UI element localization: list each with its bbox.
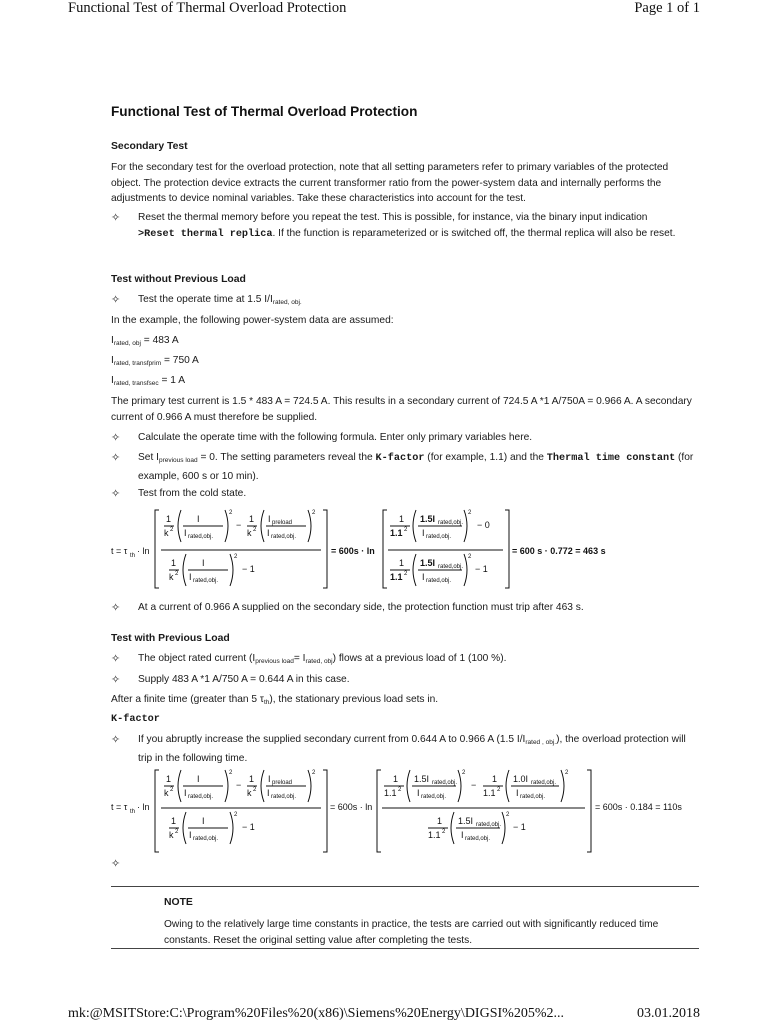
bullet-icon: ✧ bbox=[111, 293, 121, 306]
svg-text:rated,obj.: rated,obj. bbox=[271, 794, 297, 800]
header-page-number: Page 1 of 1 bbox=[634, 0, 700, 16]
svg-text:1.5I: 1.5I bbox=[458, 816, 474, 826]
svg-text:rated,obj.: rated,obj. bbox=[432, 780, 458, 786]
svg-text:1: 1 bbox=[437, 816, 443, 826]
svg-text:I: I bbox=[184, 528, 187, 538]
svg-text:rated,obj.: rated,obj. bbox=[421, 794, 447, 800]
svg-text:1.5I: 1.5I bbox=[414, 774, 430, 784]
footer-date: 03.01.2018 bbox=[637, 1006, 700, 1021]
bullet-reset-memory: ✧ Reset the thermal memory before you repeat the test. This is possible, for instance, via the binary input indication >Reset thermal replica. If the function is reparameterized or is switched off, the thermal replica will also be reset. bbox=[111, 211, 676, 240]
svg-text:2: 2 bbox=[468, 554, 472, 560]
page-footer bbox=[68, 1006, 700, 1022]
svg-text:I: I bbox=[267, 528, 270, 538]
svg-text:· ln: · ln bbox=[137, 546, 150, 556]
svg-text:2: 2 bbox=[404, 571, 408, 577]
paragraph-finite-time: After a finite time (greater than 5 $\tau_{th}$), the stationary previous load sets in. bbox=[111, 694, 439, 706]
page-header bbox=[68, 0, 700, 22]
svg-text:I: I bbox=[268, 514, 271, 524]
svg-text:2: 2 bbox=[404, 527, 408, 533]
bullet-supply-current: ✧ Supply 483 A *1 A/750 A = 0.644 A in this case. bbox=[111, 673, 350, 686]
svg-text:1: 1 bbox=[166, 774, 172, 784]
svg-text:= 600s · ln: = 600s · ln bbox=[330, 802, 373, 812]
svg-text:= 600 s · 0.772 = 463 s: = 600 s · 0.772 = 463 s bbox=[512, 546, 606, 556]
bullet-icon: ✧ bbox=[111, 211, 121, 224]
svg-text:rated,obj.: rated,obj. bbox=[188, 534, 214, 540]
section-heading-secondary-test: Secondary Test bbox=[111, 141, 188, 152]
note-top-divider bbox=[111, 886, 699, 887]
footer-path: mk:@MSITStore:C:\Program%20Files%20(x86)\Siemens%20Energy\DIGSI%205%2... bbox=[68, 1006, 564, 1021]
svg-text:2: 2 bbox=[234, 554, 238, 560]
svg-text:I: I bbox=[202, 558, 205, 568]
svg-text:2: 2 bbox=[253, 787, 257, 793]
svg-text:I: I bbox=[189, 572, 192, 582]
svg-text:1.1: 1.1 bbox=[390, 528, 403, 538]
svg-text:k: k bbox=[247, 788, 252, 798]
note-body: Owing to the relatively large time constants in practice, the tests are carried out with significantly reduced time constants. Reset the original setting value after completing the tests. bbox=[164, 919, 659, 946]
svg-text:rated,obj.: rated,obj. bbox=[465, 836, 491, 842]
svg-text:2: 2 bbox=[175, 571, 179, 577]
svg-text:I: I bbox=[189, 830, 192, 840]
svg-text:= 600s · 0.184 = 110s: = 600s · 0.184 = 110s bbox=[595, 802, 682, 812]
svg-text:I: I bbox=[268, 774, 271, 784]
svg-text:2: 2 bbox=[468, 510, 472, 516]
svg-text:− 1: − 1 bbox=[475, 564, 488, 574]
svg-text:2: 2 bbox=[170, 527, 174, 533]
svg-text:2: 2 bbox=[398, 787, 402, 793]
svg-text:− 1: − 1 bbox=[513, 822, 526, 832]
svg-text:rated,obj.: rated,obj. bbox=[271, 534, 297, 540]
svg-text:k: k bbox=[164, 788, 169, 798]
data-rated-transf-sec: $I_{rated, transfsec} = 1$ A bbox=[111, 375, 185, 387]
k-factor-label: K-factor bbox=[375, 453, 425, 464]
bullet-icon: ✧ bbox=[111, 487, 121, 500]
svg-text:I: I bbox=[184, 788, 187, 798]
header-title: Functional Test of Thermal Overload Protection bbox=[68, 0, 347, 16]
section-heading-previous-load: Test with Previous Load bbox=[111, 633, 230, 644]
svg-text:I: I bbox=[422, 528, 425, 538]
svg-text:k: k bbox=[247, 528, 252, 538]
bullet-icon: ✧ bbox=[111, 857, 121, 870]
svg-text:I: I bbox=[516, 788, 519, 798]
bullet-cold-state: ✧ Test from the cold state. bbox=[111, 487, 247, 500]
note-title: NOTE bbox=[164, 897, 193, 908]
svg-text:th: th bbox=[130, 809, 136, 815]
svg-text:rated,obj.: rated,obj. bbox=[193, 836, 219, 842]
svg-text:rated,obj.: rated,obj. bbox=[520, 794, 546, 800]
bullet-operate-time: ✧ Test the operate time at 1.5 $I/I_{rated, obj.}$ bbox=[111, 293, 302, 306]
svg-text:2: 2 bbox=[229, 770, 233, 776]
svg-text:− 0: − 0 bbox=[477, 520, 490, 530]
bullet-increase-current: ✧ If you abruptly increase the supplied secondary current from 0.644 A to 0.966 A (1.5 $I/I_{rated , obj.}$), the overload protection will trip in the following time. bbox=[111, 733, 686, 764]
svg-text:2: 2 bbox=[234, 812, 238, 818]
svg-text:rated,obj.: rated,obj. bbox=[476, 822, 502, 828]
svg-text:1: 1 bbox=[399, 514, 405, 524]
svg-text:1.5I: 1.5I bbox=[420, 558, 436, 568]
paragraph-secondary-test: For the secondary test for the overload protection, note that all setting parameters refer to primary variables of the protected object. The protection device extracts the current transformer ratio from the power-system data and internally performs the adjustments to device nominal variables. Take these characteristics into account for the test. bbox=[111, 162, 669, 204]
svg-text:· ln: · ln bbox=[137, 802, 150, 812]
svg-text:1: 1 bbox=[171, 558, 177, 568]
data-rated-transf-prim: $I_{rated, transfprim} = 750$ A bbox=[111, 355, 199, 367]
svg-text:I: I bbox=[202, 816, 205, 826]
svg-text:2: 2 bbox=[170, 787, 174, 793]
k-factor-caption: K-factor bbox=[111, 714, 160, 725]
svg-text:I: I bbox=[267, 788, 270, 798]
svg-text:1: 1 bbox=[166, 514, 172, 524]
svg-text:1: 1 bbox=[249, 774, 255, 784]
bullet-icon: ✧ bbox=[111, 733, 121, 746]
svg-text:I: I bbox=[197, 514, 200, 524]
svg-text:1.1: 1.1 bbox=[384, 788, 397, 798]
svg-text:1.1: 1.1 bbox=[390, 572, 403, 582]
svg-text:2: 2 bbox=[312, 510, 316, 516]
bullet-set-previous-load: ✧ Set $I_{previous load} = 0$. The setting parameters reveal the K-factor (for example, 1.1) and the Thermal time constant (for example, 600 s or 10 min). bbox=[111, 451, 694, 482]
svg-text:rated,obj.: rated,obj. bbox=[426, 534, 452, 540]
thermal-time-constant-label: Thermal time constant bbox=[546, 453, 676, 464]
bullet-icon: ✧ bbox=[111, 451, 121, 464]
svg-text:I: I bbox=[422, 572, 425, 582]
svg-text:th: th bbox=[130, 553, 136, 559]
svg-text:= 600s · ln: = 600s · ln bbox=[331, 546, 375, 556]
bullet-object-rated-current: ✧ The object rated current $(I_{previous load}= I_{rated, obj})$ flows at a previous load of 1 (100 %). bbox=[111, 652, 507, 665]
svg-text:k: k bbox=[169, 572, 174, 582]
svg-text:k: k bbox=[164, 528, 169, 538]
svg-text:−: − bbox=[236, 520, 242, 530]
svg-text:I: I bbox=[461, 830, 464, 840]
svg-text:2: 2 bbox=[442, 829, 446, 835]
svg-text:−: − bbox=[236, 780, 242, 790]
svg-text:preload: preload bbox=[272, 520, 293, 526]
paragraph-primary-test-current: The primary test current is 1.5 * 483 A = 724.5 A. This results in a secondary current of 724.5 A *1 A/750A = 0.966 A. A secondary current of 0.966 A must therefore be supplied. bbox=[111, 396, 692, 423]
svg-text:2: 2 bbox=[253, 527, 257, 533]
svg-text:−: − bbox=[471, 780, 477, 790]
svg-text:1: 1 bbox=[399, 558, 405, 568]
formula-cold-state bbox=[111, 504, 631, 594]
bullet-trip-463: ✧ At a current of 0.966 A supplied on the secondary side, the protection function must trip after 463 s. bbox=[111, 601, 584, 614]
reset-thermal-replica-label: >Reset thermal replica bbox=[138, 228, 273, 240]
svg-text:k: k bbox=[169, 830, 174, 840]
svg-text:rated,obj.: rated,obj. bbox=[531, 780, 557, 786]
formula-previous-load bbox=[111, 766, 701, 858]
svg-text:1.0I: 1.0I bbox=[513, 774, 529, 784]
svg-text:1: 1 bbox=[171, 816, 177, 826]
svg-text:1: 1 bbox=[492, 774, 498, 784]
bullet-icon: ✧ bbox=[111, 652, 121, 665]
svg-text:− 1: − 1 bbox=[242, 564, 255, 574]
page-title: Functional Test of Thermal Overload Protection bbox=[111, 104, 418, 119]
svg-text:rated,obj.: rated,obj. bbox=[188, 794, 214, 800]
bullet-icon: ✧ bbox=[111, 673, 121, 686]
svg-text:1.5I: 1.5I bbox=[420, 514, 436, 524]
svg-text:2: 2 bbox=[506, 812, 510, 818]
bullet-icon: ✧ bbox=[111, 601, 121, 614]
svg-text:preload: preload bbox=[272, 780, 293, 786]
svg-text:2: 2 bbox=[229, 510, 233, 516]
svg-text:1: 1 bbox=[393, 774, 399, 784]
svg-text:rated,obj.: rated,obj. bbox=[426, 578, 452, 584]
svg-text:1.1: 1.1 bbox=[428, 830, 441, 840]
svg-text:2: 2 bbox=[462, 770, 466, 776]
svg-text:2: 2 bbox=[175, 829, 179, 835]
svg-text:t = τ: t = τ bbox=[111, 546, 128, 556]
svg-text:2: 2 bbox=[312, 770, 316, 776]
bullet-icon: ✧ bbox=[111, 431, 121, 444]
note-bottom-divider bbox=[111, 948, 699, 949]
svg-text:rated,obj.: rated,obj. bbox=[438, 520, 464, 526]
svg-text:− 1: − 1 bbox=[242, 822, 255, 832]
svg-text:1.1: 1.1 bbox=[483, 788, 496, 798]
svg-text:t = τ: t = τ bbox=[111, 802, 128, 812]
svg-text:rated,obj.: rated,obj. bbox=[438, 564, 464, 570]
bullet-calculate: ✧ Calculate the operate time with the following formula. Enter only primary variables here. bbox=[111, 431, 533, 444]
svg-text:rated,obj.: rated,obj. bbox=[193, 578, 219, 584]
svg-text:1: 1 bbox=[249, 514, 255, 524]
section-heading-no-load: Test without Previous Load bbox=[111, 274, 246, 285]
svg-text:I: I bbox=[197, 774, 200, 784]
paragraph-example-intro: In the example, the following power-system data are assumed: bbox=[111, 315, 394, 326]
svg-text:I: I bbox=[417, 788, 420, 798]
data-rated-obj: $I_{rated, obj} = 483$ A bbox=[111, 335, 179, 347]
svg-text:2: 2 bbox=[497, 787, 501, 793]
svg-text:2: 2 bbox=[565, 770, 569, 776]
